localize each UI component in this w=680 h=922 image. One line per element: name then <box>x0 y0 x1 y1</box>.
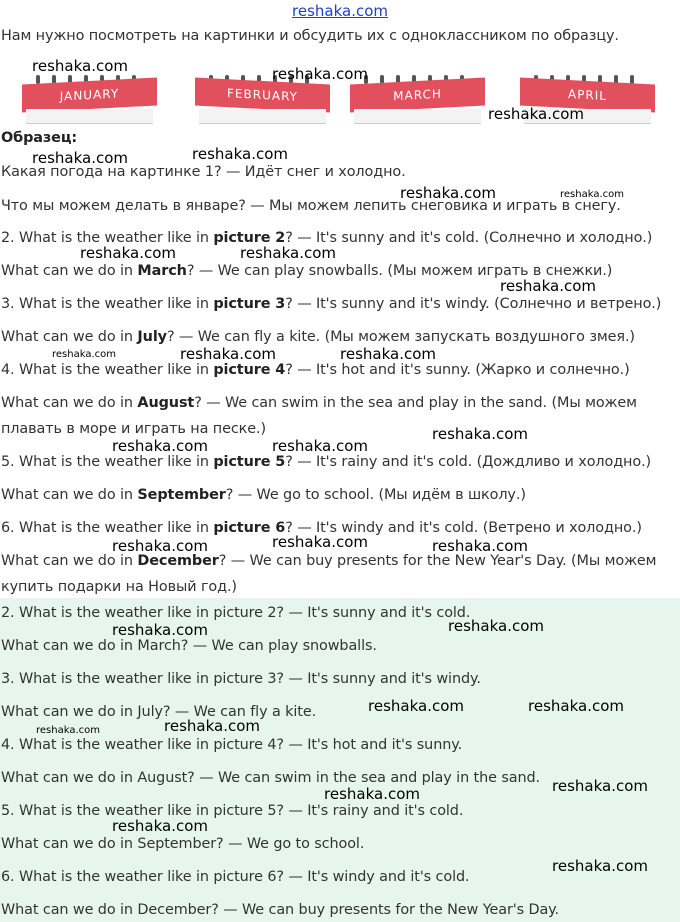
watermark: reshaka.com <box>32 57 128 75</box>
watermark: reshaka.com <box>272 533 368 551</box>
answer-4: What can we do in August? — We can swim in the sea and play in the sand. (Мы можем <box>1 395 637 411</box>
watermark: reshaka.com <box>192 145 288 163</box>
watermark: reshaka.com <box>112 437 208 455</box>
watermark: reshaka.com <box>52 349 116 360</box>
watermark: reshaka.com <box>552 777 648 795</box>
watermark: reshaka.com <box>112 817 208 835</box>
watermark: reshaka.com <box>552 857 648 875</box>
answer-line: What can we do in September? — We go to school. <box>1 836 365 852</box>
watermark: reshaka.com <box>164 717 260 735</box>
watermark: reshaka.com <box>272 437 368 455</box>
answer-4-cont: плавать в море и играть на песке.) <box>1 421 266 437</box>
question-2: 2. What is the weather like in picture 2? — It's sunny and it's cold. (Солнечно и холодно.) <box>1 230 653 246</box>
watermark: reshaka.com <box>240 244 336 262</box>
answer-line: 3. What is the weather like in picture 3? — It's sunny and it's windy. <box>1 671 481 687</box>
watermark: reshaka.com <box>36 725 100 736</box>
intro-text: Нам нужно посмотреть на картинки и обсудить их с одноклассником по образцу. <box>1 28 619 44</box>
answer-line: What can we do in July? — We can fly a kite. <box>1 704 317 720</box>
answer-line: 2. What is the weather like in picture 2? — It's sunny and it's cold. <box>1 605 471 621</box>
watermark: reshaka.com <box>112 621 208 639</box>
answer-line: 5. What is the weather like in picture 5? — It's rainy and it's cold. <box>1 803 464 819</box>
watermark: reshaka.com <box>180 345 276 363</box>
sample-line-1: Какая погода на картинке 1? — Идёт снег и холодно. <box>1 164 406 180</box>
watermark: reshaka.com <box>112 537 208 555</box>
site-link[interactable]: reshaka.com <box>292 2 388 20</box>
watermark: reshaka.com <box>528 697 624 715</box>
answer-line: 4. What is the weather like in picture 4? — It's hot and it's sunny. <box>1 737 463 753</box>
watermark: reshaka.com <box>32 149 128 167</box>
calendar-label: FEBRUARY <box>195 77 330 112</box>
watermark: reshaka.com <box>400 184 496 202</box>
answer-3: What can we do in July? — We can fly a kite. (Мы можем запускать воздушного змея.) <box>1 329 635 345</box>
question-4: 4. What is the weather like in picture 4? — It's hot and it's sunny. (Жарко и солнечно.) <box>1 362 630 378</box>
watermark: reshaka.com <box>80 244 176 262</box>
question-5: 5. What is the weather like in picture 5? — It's rainy and it's cold. (Дождливо и холодно.) <box>1 454 652 470</box>
answer-6: What can we do in December? — We can buy presents for the New Year's Day. (Мы можем <box>1 553 657 569</box>
answer-line: What can we do in December? — We can buy presents for the New Year's Day. <box>1 902 560 918</box>
question-3: 3. What is the weather like in picture 3? — It's sunny and it's windy. (Солнечно и ветрено.) <box>1 296 662 312</box>
watermark: reshaka.com <box>448 617 544 635</box>
watermark: reshaka.com <box>500 277 596 295</box>
answer-5: What can we do in September? — We go to school. (Мы идём в школу.) <box>1 487 526 503</box>
answer-line: What can we do in August? — We can swim in the sea and play in the sand. <box>1 770 540 786</box>
sample-label: Образец: <box>1 130 78 146</box>
question-6: 6. What is the weather like in picture 6? — It's windy and it's cold. (Ветрено и холодно.) <box>1 520 642 536</box>
watermark: reshaka.com <box>368 697 464 715</box>
answer-6-cont: купить подарки на Новый год.) <box>1 579 237 595</box>
watermark: reshaka.com <box>432 425 528 443</box>
answer-2: What can we do in March? — We can play snowballs. (Мы можем играть в снежки.) <box>1 263 613 279</box>
watermark: reshaka.com <box>560 189 624 200</box>
calendar-label: APRIL <box>520 77 655 112</box>
watermark: reshaka.com <box>272 65 368 83</box>
calendar-label: JANUARY <box>22 77 157 112</box>
answer-line: 6. What is the weather like in picture 6? — It's windy and it's cold. <box>1 869 470 885</box>
watermark: reshaka.com <box>432 537 528 555</box>
calendar-january <box>22 75 157 125</box>
watermark: reshaka.com <box>324 785 420 803</box>
calendar-label: MARCH <box>350 77 485 112</box>
sample-line-2: Что мы можем делать в январе? — Мы можем лепить снеговика и играть в снегу. <box>1 198 621 214</box>
answer-line: What can we do in March? — We can play snowballs. <box>1 638 377 654</box>
calendar-march <box>350 75 485 125</box>
watermark: reshaka.com <box>340 345 436 363</box>
watermark: reshaka.com <box>488 105 584 123</box>
